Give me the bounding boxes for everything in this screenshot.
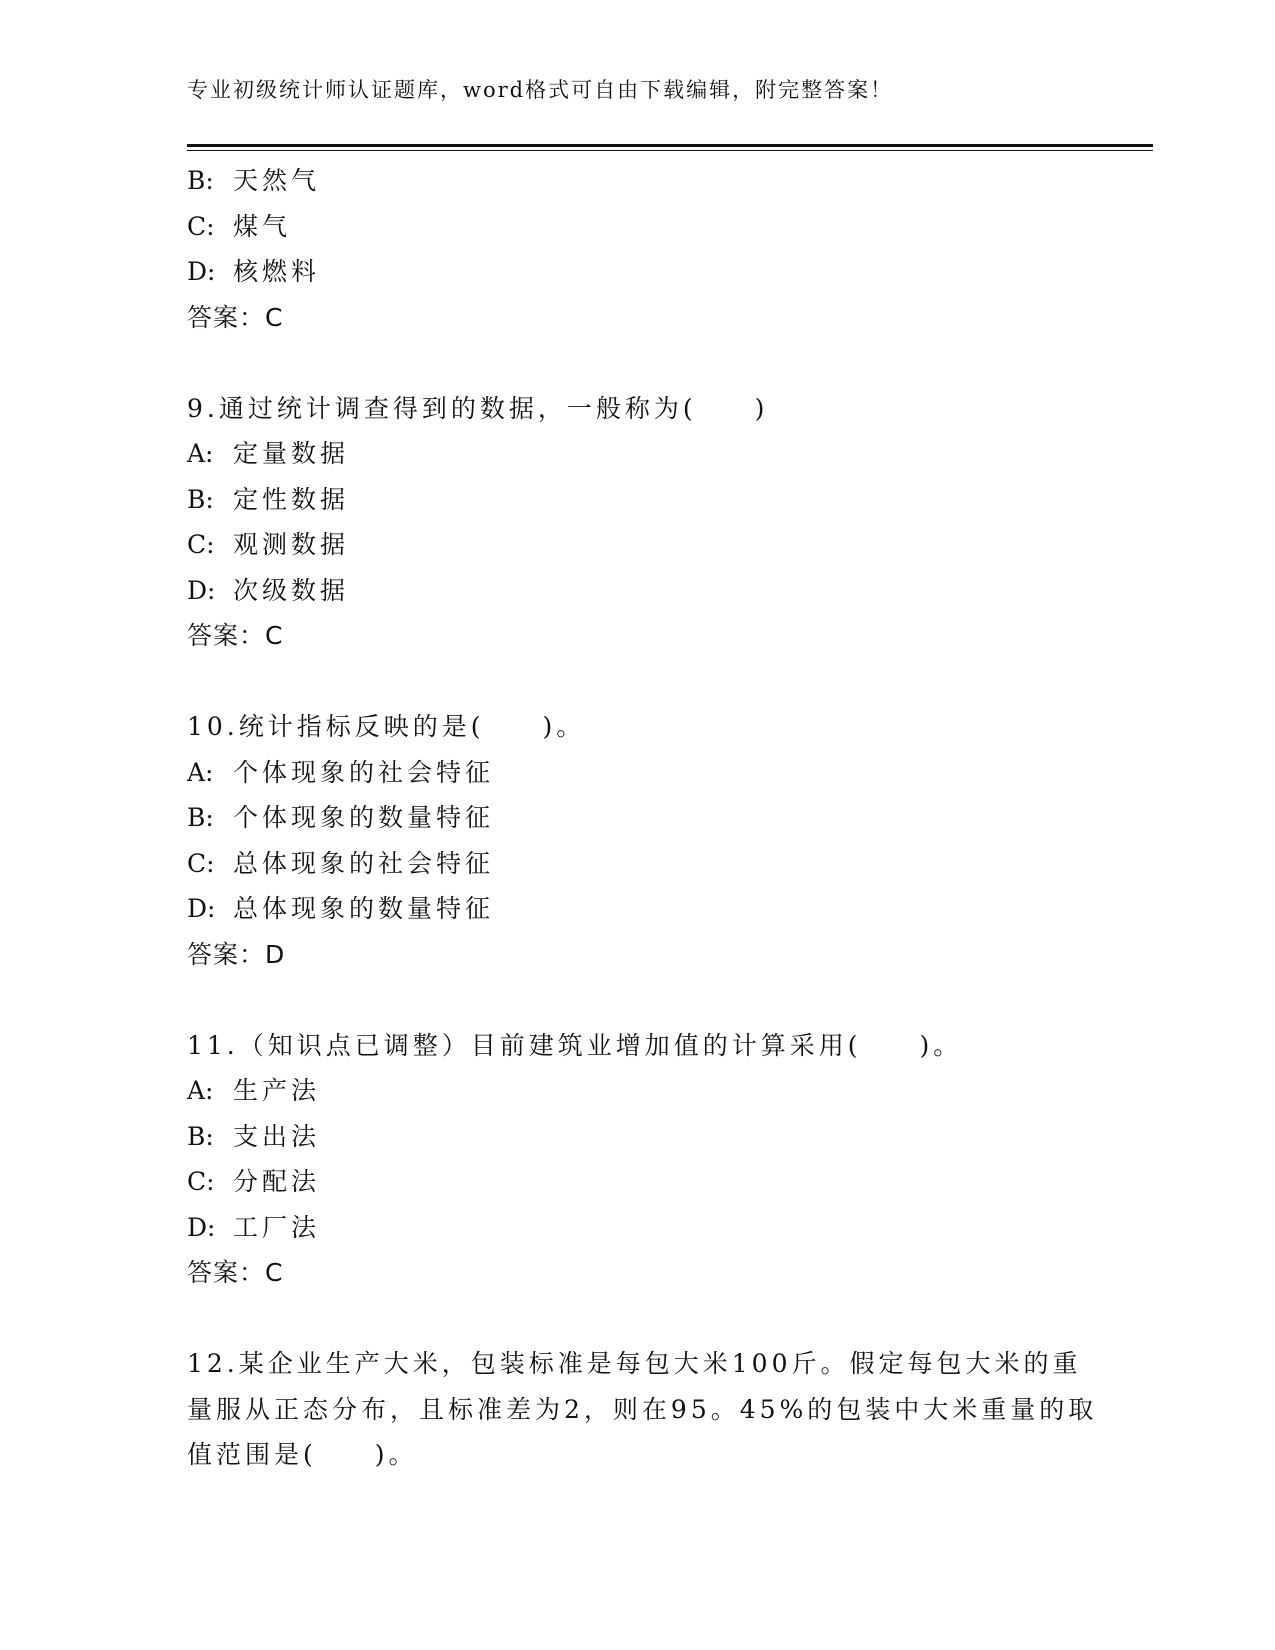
answer: 答案：C xyxy=(187,621,284,650)
option-b: B: 个体现象的数量特征 xyxy=(187,803,495,832)
option-d: D: 次级数据 xyxy=(187,575,350,605)
option-c: C: 观测数据 xyxy=(187,530,350,559)
question-10 xyxy=(187,704,1087,977)
option-a: A: 生产法 xyxy=(187,1076,321,1105)
question-8 xyxy=(187,158,1087,340)
question-stem: 10.统计指标反映的是( )。 xyxy=(187,712,586,741)
answer: 答案：D xyxy=(187,939,286,969)
header-rule-thin xyxy=(187,150,1153,151)
question-11 xyxy=(187,1023,1087,1296)
question-stem-line: 值范围是( )。 xyxy=(187,1440,418,1469)
option-b: B: 定性数据 xyxy=(187,484,350,514)
answer: 答案：C xyxy=(187,302,284,332)
header-rule-thick xyxy=(187,144,1153,147)
question-stem: 11.（知识点已调整）目前建筑业增加值的计算采用( )。 xyxy=(187,1030,963,1060)
option-d: D: 核燃料 xyxy=(187,257,321,286)
question-9 xyxy=(187,386,1087,659)
question-stem-line: 12.某企业生产大米，包装标准是每包大米100斤。假定每包大米的重 xyxy=(187,1349,1082,1378)
option-b: B: 天然气 xyxy=(187,166,321,195)
question-stem-line: 量服从正态分布，且标准差为2，则在95。45%的包装中大米重量的取 xyxy=(187,1394,1098,1424)
option-b: B: 支出法 xyxy=(187,1121,321,1151)
option-d: D: 工厂法 xyxy=(187,1212,321,1242)
question-12 xyxy=(187,1341,1098,1478)
option-a: A: 定量数据 xyxy=(187,439,350,468)
option-c: C: 煤气 xyxy=(187,211,292,241)
page-header: 专业初级统计师认证题库，word格式可自由下载编辑，附完整答案！ xyxy=(187,78,894,102)
question-stem: 9.通过统计调查得到的数据，一般称为( ) xyxy=(187,393,769,423)
option-d: D: 总体现象的数量特征 xyxy=(187,894,495,923)
answer: 答案：C xyxy=(187,1258,284,1287)
option-c: C: 总体现象的社会特征 xyxy=(187,848,495,878)
option-c: C: 分配法 xyxy=(187,1167,321,1196)
question-list xyxy=(187,158,1098,1478)
option-a: A: 个体现象的社会特征 xyxy=(187,757,495,787)
